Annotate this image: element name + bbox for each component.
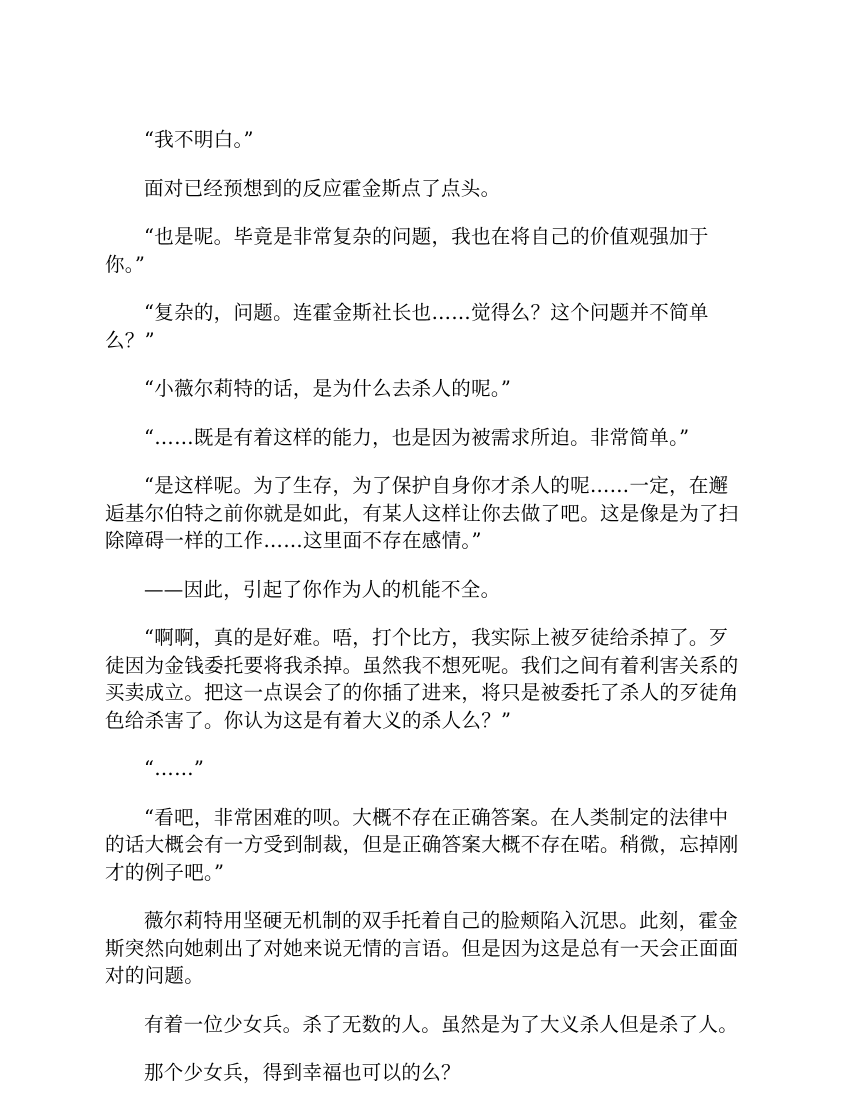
paragraph-4: “复杂的，问题。连霍金斯社长也……觉得么？这个问题并不简单么？”	[105, 301, 709, 352]
paragraph-14: 那个少女兵，得到幸福也可以的么？	[144, 1061, 461, 1084]
paragraph-9: “啊啊，真的是好难。唔，打个比方，我实际上被歹徒给杀掉了。歹徒因为金钱委托要将我杀掉。虽然我不想死呢。我们之间有着利害关系的买卖成立。把这一点误会了的你插了进来，将只是被委托了杀人的歹徒角色给杀害了。你认为这是有着大义的杀人么？”	[105, 626, 739, 732]
paragraph-1: “我不明白。”	[144, 128, 254, 151]
paragraph-13: 有着一位少女兵。杀了无数的人。虽然是为了大义杀人但是杀了人。	[144, 1012, 739, 1036]
paragraph-3: “也是呢。毕竟是非常复杂的问题，我也在将自己的价值观强加于你。”	[105, 225, 709, 276]
paragraph-5: “小薇尔莉特的话，是为什么去杀人的呢。”	[144, 377, 512, 400]
paragraph-10: “……”	[144, 757, 205, 780]
text-body	[105, 126, 745, 1087]
paragraph-6: “……既是有着这样的能力，也是因为被需求所迫。非常简单。”	[144, 425, 690, 449]
paragraph-8: ——因此，引起了你作为人的机能不全。	[144, 577, 501, 601]
paragraph-2: 面对已经预想到的反应霍金斯点了点头。	[144, 176, 501, 200]
paragraph-12: 薇尔莉特用坚硬无机制的双手托着自己的脸颊陷入沉思。此刻，霍金斯突然向她刺出了对她来说无情的言语。但是因为这是总有一天会正面面对的问题。	[105, 909, 739, 987]
paragraph-11: “看吧，非常困难的呗。大概不存在正确答案。在人类制定的法律中的话大概会有一方受到制裁，但是正确答案大概不存在喏。稍微，忘掉刚才的例子吧。”	[105, 805, 739, 884]
paragraph-7: “是这样呢。为了生存，为了保护自身你才杀人的呢……一定，在邂逅基尔伯特之前你就是如此，有某人这样让你去做了吧。这是像是为了扫除障碍一样的工作……这里面不存在感情。”	[105, 474, 739, 552]
